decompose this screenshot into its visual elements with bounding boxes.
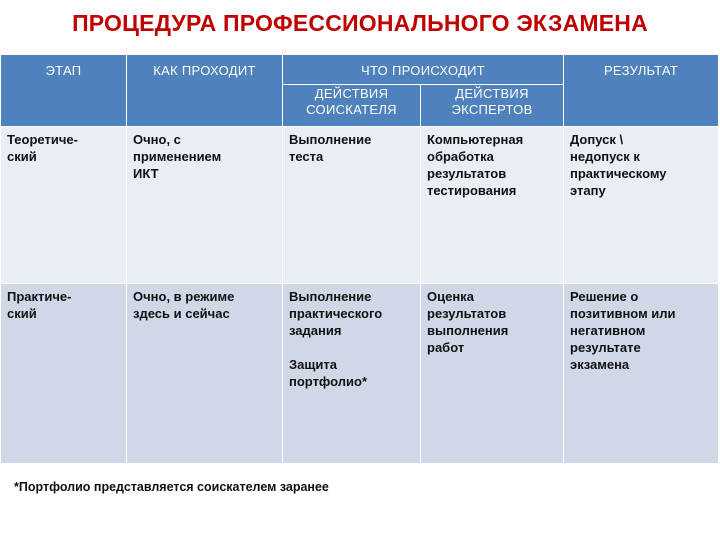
cell-expert-actions: Оценка результатов выполнения работ bbox=[421, 284, 564, 464]
cell-how: Очно, с применением ИКТ bbox=[127, 127, 283, 284]
cell-stage: Практиче- ский bbox=[1, 284, 127, 464]
exam-procedure-table bbox=[0, 54, 719, 464]
header-result: РЕЗУЛЬТАТ bbox=[564, 55, 719, 127]
footnote: *Портфолио представляется соискателем заранее bbox=[14, 480, 329, 494]
header-candidate-actions: ДЕЙСТВИЯ СОИСКАТЕЛЯ bbox=[283, 85, 421, 127]
cell-stage: Теоретиче- ский bbox=[1, 127, 127, 284]
cell-result: Допуск \ недопуск к практическому этапу bbox=[564, 127, 719, 284]
cell-candidate-actions: Выполнение теста bbox=[283, 127, 421, 284]
table-row bbox=[1, 127, 719, 284]
cell-candidate-actions: Выполнение практического задания Защита портфолио* bbox=[283, 284, 421, 464]
header-stage: ЭТАП bbox=[1, 55, 127, 127]
header-expert-actions: ДЕЙСТВИЯ ЭКСПЕРТОВ bbox=[421, 85, 564, 127]
header-how: КАК ПРОХОДИТ bbox=[127, 55, 283, 127]
page-title: ПРОЦЕДУРА ПРОФЕССИОНАЛЬНОГО ЭКЗАМЕНА bbox=[72, 10, 648, 36]
table-row bbox=[1, 284, 719, 464]
cell-how: Очно, в режиме здесь и сейчас bbox=[127, 284, 283, 464]
header-what: ЧТО ПРОИСХОДИТ bbox=[283, 55, 564, 85]
cell-result: Решение о позитивном или негативном результате экзамена bbox=[564, 284, 719, 464]
cell-expert-actions: Компьютерная обработка результатов тестирования bbox=[421, 127, 564, 284]
